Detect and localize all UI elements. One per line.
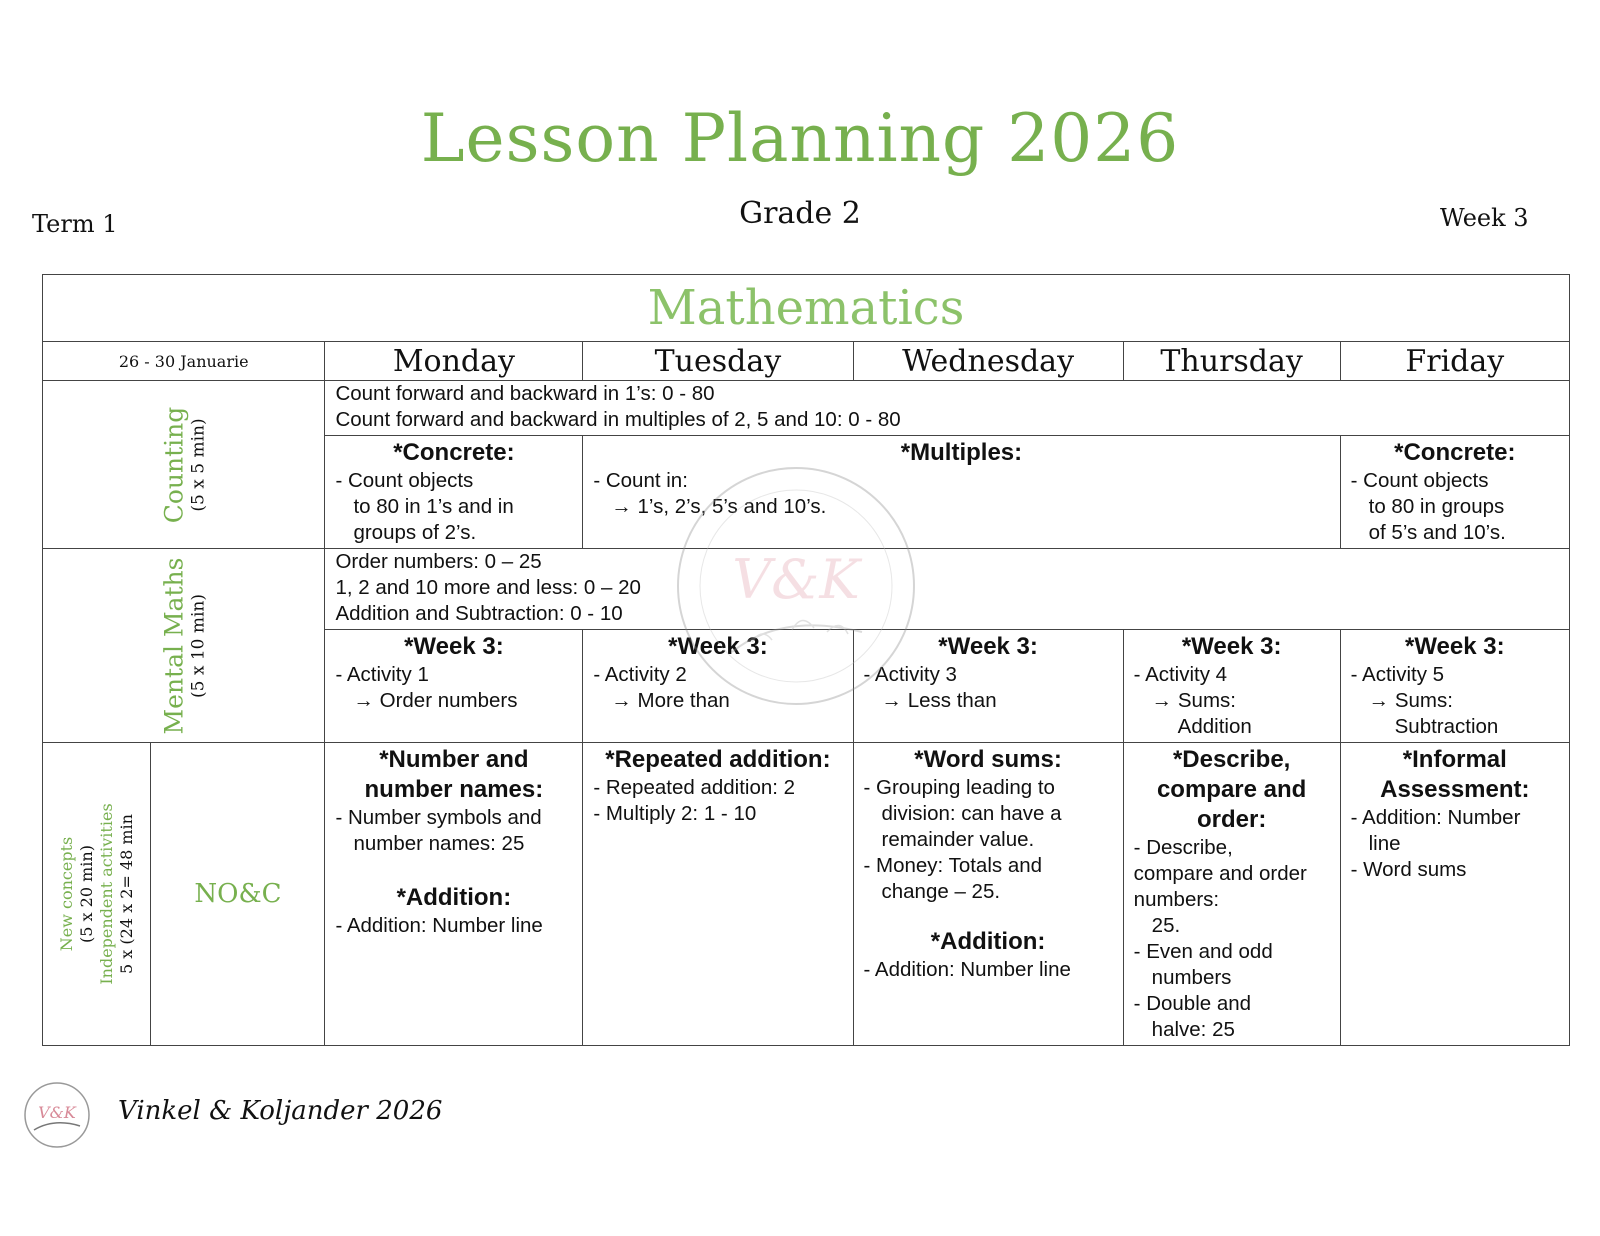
list-item: - Activity 2 [593,663,687,686]
list-item: - Activity 5 [1350,663,1445,686]
mental-heading: *Week 3: [668,633,768,660]
list-item: number names: 25 [353,832,525,855]
page-title: Lesson Planning 2026 [420,100,1180,177]
list-item: of 5’s and 10’s. [1368,521,1506,544]
week-label: Week 3 [1440,204,1529,232]
list-item: - Grouping leading to [863,776,1055,799]
svg-text:V&K: V&K [38,1103,76,1122]
mental-heading: *Week 3: [938,633,1038,660]
subject-heading: Mathematics [43,275,1570,342]
list-item: - Money: Totals and [863,854,1043,877]
list-item: - Multiply 2: 1 - 10 [593,802,757,825]
day-tuesday: Tuesday [583,342,853,381]
list-item: - Activity 3 [863,663,957,686]
list-item: → More than [611,689,730,712]
mental-heading: *Week 3: [1181,633,1282,660]
list-item: - Activity 1 [335,663,429,686]
list-item: groups of 2’s. [353,521,477,544]
mental-title: Mental Maths [159,557,189,734]
concepts-heading: *Addition: [396,884,512,911]
day-thursday: Thursday [1123,342,1340,381]
term-label: Term 1 [32,210,118,238]
counting-friday-heading: *Concrete: [1394,439,1516,466]
day-monday: Monday [325,342,583,381]
footer-logo-icon [22,1080,92,1150]
list-item: - Addition: Number [1350,806,1521,829]
list-item: compare and order [1133,862,1307,885]
list-item: → Sums: [1151,689,1236,712]
list-item: to 80 in 1’s and in [353,495,514,518]
date-range: 26 - 30 Januarie [43,342,325,381]
list-item: - Even and odd [1133,940,1273,963]
counting-title: Counting [159,406,189,523]
concepts-friday [1340,743,1569,1046]
mental-summary-line: Addition and Subtraction: 0 - 10 [335,602,623,625]
svg-text:V&K: V&K [732,548,860,611]
mental-heading: *Week 3: [1405,633,1505,660]
footer-brand: Vinkel & Koljander 2026 [118,1096,443,1126]
concepts-tuesday [583,743,853,1046]
concepts-heading: *Describe, compare and order: [1156,746,1307,833]
mental-summary [325,549,1570,630]
counting-monday-heading: *Concrete: [393,439,515,466]
list-item: Subtraction [1394,715,1499,738]
new-concepts-label-cell [43,743,151,1046]
list-item: → Sums: [1368,689,1453,712]
list-item: - Count objects [1350,469,1489,492]
concepts-thursday [1123,743,1340,1046]
mental-thursday [1123,630,1340,743]
mental-label [159,557,208,734]
concepts-monday [325,743,583,1046]
list-item: - Count objects [335,469,474,492]
counting-duration: (5 x 5 min) [188,417,209,512]
list-item: - Count in: [593,469,688,492]
counting-summary [325,381,1570,436]
counting-monday [325,436,583,549]
list-item: - Describe, [1133,836,1233,859]
concepts-heading: *Informal Assessment: [1380,746,1530,803]
independent-activities-title: Independent activities [96,803,116,985]
list-item: → Order numbers [353,689,518,712]
list-item: - Number symbols and [335,806,542,829]
list-item: - Word sums [1350,858,1467,881]
counting-summary-line: Count forward and backward in 1’s: 0 - 80 [335,382,715,405]
list-item: division: can have a [881,802,1062,825]
concepts-heading: *Addition: [930,928,1046,955]
list-item: to 80 in groups [1368,495,1505,518]
counting-multiples-heading: *Multiples: [900,439,1023,466]
mental-duration: (5 x 10 min) [188,593,209,698]
counting-label [159,406,208,523]
grade-label: Grade 2 [739,196,861,231]
list-item: - Addition: Number line [863,958,1071,981]
mental-label-cell [43,549,325,743]
mental-friday [1340,630,1569,743]
list-item: remainder value. [881,828,1035,851]
list-item: 25. [1151,914,1181,937]
strand-label: NO&C [151,743,325,1046]
list-item: change – 25. [881,880,1001,903]
mental-monday [325,630,583,743]
concepts-wednesday [853,743,1123,1046]
list-item: numbers: [1133,888,1220,911]
new-concepts-label [57,803,137,984]
counting-friday [1340,436,1569,549]
mental-summary-line: 1, 2 and 10 more and less: 0 – 20 [335,576,641,599]
new-concepts-title: New concepts [56,836,76,952]
day-friday: Friday [1340,342,1569,381]
list-item: halve: 25 [1151,1018,1235,1041]
day-wednesday: Wednesday [853,342,1123,381]
independent-activities-duration: 5 x (24 x 2= 48 min [116,814,136,974]
list-item: - Activity 4 [1133,663,1228,686]
list-item: → Less than [881,689,997,712]
list-item: - Repeated addition: 2 [593,776,796,799]
list-item: - Double and [1133,992,1252,1015]
concepts-heading: *Repeated addition: [605,746,831,773]
concepts-heading: *Word sums: [914,746,1062,773]
list-item: - Addition: Number line [335,914,543,937]
counting-summary-line: Count forward and backward in multiples of 2, 5 and 10: 0 - 80 [335,408,901,431]
list-item: line [1368,832,1401,855]
watermark-seal-icon [672,462,920,710]
list-item: → 1’s, 2’s, 5’s and 10’s. [611,495,827,518]
mental-heading: *Week 3: [404,633,504,660]
list-item: numbers [1151,966,1232,989]
new-concepts-duration: (5 x 20 min) [76,845,96,943]
concepts-heading: *Number and number names: [364,746,544,803]
counting-label-cell [43,381,325,549]
mental-summary-line: Order numbers: 0 – 25 [335,550,542,573]
list-item: Addition [1177,715,1252,738]
